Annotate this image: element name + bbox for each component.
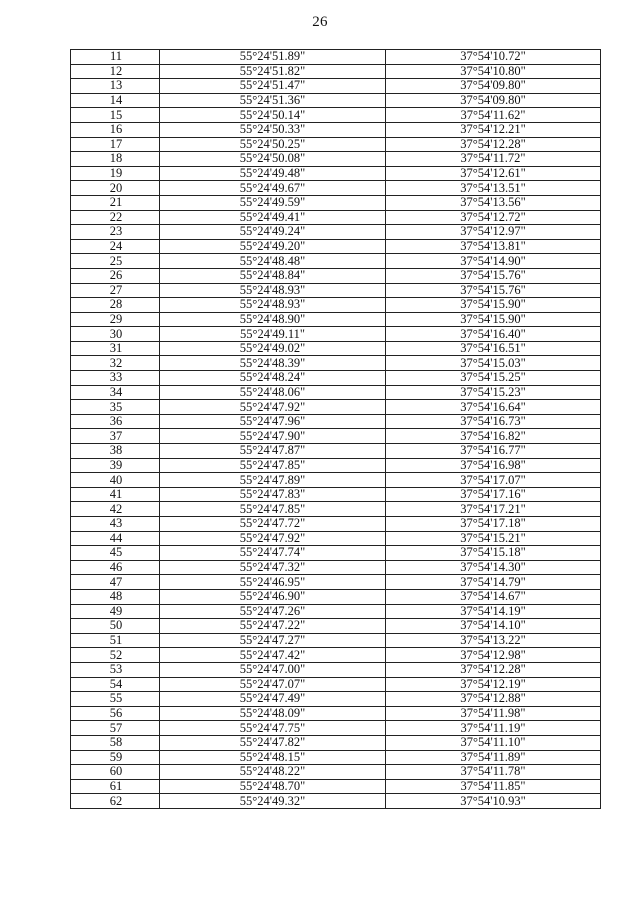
longitude-cell: 37°54'11.98" (386, 706, 601, 721)
point-number-cell: 54 (71, 677, 160, 692)
table-row (71, 225, 601, 240)
longitude-cell: 37°54'12.98" (386, 648, 601, 663)
longitude-cell: 37°54'09.80" (386, 79, 601, 94)
table-row (71, 93, 601, 108)
table-row (71, 166, 601, 181)
table-row (71, 181, 601, 196)
point-number-cell: 48 (71, 589, 160, 604)
table-row (71, 312, 601, 327)
latitude-cell: 55°24'47.82" (160, 735, 386, 750)
coordinates-table (70, 49, 601, 809)
table-row (71, 750, 601, 765)
latitude-cell: 55°24'47.92" (160, 400, 386, 415)
latitude-cell: 55°24'47.00" (160, 662, 386, 677)
longitude-cell: 37°54'15.03" (386, 356, 601, 371)
table-row (71, 706, 601, 721)
point-number-cell: 36 (71, 414, 160, 429)
table-row (71, 122, 601, 137)
point-number-cell: 47 (71, 575, 160, 590)
point-number-cell: 17 (71, 137, 160, 152)
latitude-cell: 55°24'50.33" (160, 122, 386, 137)
point-number-cell: 52 (71, 648, 160, 663)
latitude-cell: 55°24'51.89" (160, 50, 386, 65)
table-row (71, 619, 601, 634)
latitude-cell: 55°24'51.36" (160, 93, 386, 108)
point-number-cell: 45 (71, 546, 160, 561)
table-row (71, 356, 601, 371)
point-number-cell: 18 (71, 152, 160, 167)
longitude-cell: 37°54'12.28" (386, 137, 601, 152)
latitude-cell: 55°24'48.39" (160, 356, 386, 371)
point-number-cell: 13 (71, 79, 160, 94)
table-row (71, 560, 601, 575)
point-number-cell: 50 (71, 619, 160, 634)
table-row (71, 633, 601, 648)
latitude-cell: 55°24'48.48" (160, 254, 386, 269)
point-number-cell: 35 (71, 400, 160, 415)
coordinates-table-body (71, 50, 601, 809)
table-row (71, 239, 601, 254)
point-number-cell: 22 (71, 210, 160, 225)
longitude-cell: 37°54'15.18" (386, 546, 601, 561)
table-row (71, 648, 601, 663)
point-number-cell: 41 (71, 487, 160, 502)
latitude-cell: 55°24'47.83" (160, 487, 386, 502)
latitude-cell: 55°24'48.24" (160, 371, 386, 386)
longitude-cell: 37°54'15.21" (386, 531, 601, 546)
table-row (71, 604, 601, 619)
point-number-cell: 20 (71, 181, 160, 196)
table-row (71, 210, 601, 225)
table-row (71, 64, 601, 79)
point-number-cell: 42 (71, 502, 160, 517)
table-row (71, 662, 601, 677)
table-row (71, 546, 601, 561)
point-number-cell: 43 (71, 517, 160, 532)
latitude-cell: 55°24'47.75" (160, 721, 386, 736)
point-number-cell: 44 (71, 531, 160, 546)
longitude-cell: 37°54'17.07" (386, 473, 601, 488)
point-number-cell: 40 (71, 473, 160, 488)
table-row (71, 575, 601, 590)
longitude-cell: 37°54'14.19" (386, 604, 601, 619)
point-number-cell: 32 (71, 356, 160, 371)
table-row (71, 794, 601, 809)
longitude-cell: 37°54'17.16" (386, 487, 601, 502)
table-row (71, 589, 601, 604)
longitude-cell: 37°54'12.21" (386, 122, 601, 137)
longitude-cell: 37°54'11.89" (386, 750, 601, 765)
longitude-cell: 37°54'17.21" (386, 502, 601, 517)
table-row (71, 721, 601, 736)
table-row (71, 298, 601, 313)
latitude-cell: 55°24'48.90" (160, 312, 386, 327)
latitude-cell: 55°24'50.08" (160, 152, 386, 167)
longitude-cell: 37°54'13.22" (386, 633, 601, 648)
table-row (71, 108, 601, 123)
longitude-cell: 37°54'10.93" (386, 794, 601, 809)
longitude-cell: 37°54'12.88" (386, 692, 601, 707)
longitude-cell: 37°54'12.61" (386, 166, 601, 181)
table-row (71, 268, 601, 283)
point-number-cell: 11 (71, 50, 160, 65)
point-number-cell: 51 (71, 633, 160, 648)
point-number-cell: 56 (71, 706, 160, 721)
longitude-cell: 37°54'15.25" (386, 371, 601, 386)
latitude-cell: 55°24'49.32" (160, 794, 386, 809)
longitude-cell: 37°54'11.85" (386, 779, 601, 794)
latitude-cell: 55°24'49.41" (160, 210, 386, 225)
table-row (71, 531, 601, 546)
table-row (71, 385, 601, 400)
latitude-cell: 55°24'47.96" (160, 414, 386, 429)
point-number-cell: 62 (71, 794, 160, 809)
point-number-cell: 19 (71, 166, 160, 181)
latitude-cell: 55°24'47.42" (160, 648, 386, 663)
point-number-cell: 39 (71, 458, 160, 473)
point-number-cell: 60 (71, 765, 160, 780)
table-row (71, 502, 601, 517)
longitude-cell: 37°54'13.51" (386, 181, 601, 196)
latitude-cell: 55°24'48.22" (160, 765, 386, 780)
point-number-cell: 21 (71, 195, 160, 210)
point-number-cell: 26 (71, 268, 160, 283)
point-number-cell: 23 (71, 225, 160, 240)
table-row (71, 327, 601, 342)
table-row (71, 400, 601, 415)
point-number-cell: 16 (71, 122, 160, 137)
latitude-cell: 55°24'49.48" (160, 166, 386, 181)
longitude-cell: 37°54'15.90" (386, 298, 601, 313)
longitude-cell: 37°54'13.56" (386, 195, 601, 210)
longitude-cell: 37°54'12.97" (386, 225, 601, 240)
latitude-cell: 55°24'49.02" (160, 341, 386, 356)
point-number-cell: 49 (71, 604, 160, 619)
point-number-cell: 15 (71, 108, 160, 123)
point-number-cell: 59 (71, 750, 160, 765)
point-number-cell: 58 (71, 735, 160, 750)
latitude-cell: 55°24'48.93" (160, 298, 386, 313)
latitude-cell: 55°24'46.95" (160, 575, 386, 590)
latitude-cell: 55°24'47.92" (160, 531, 386, 546)
latitude-cell: 55°24'49.67" (160, 181, 386, 196)
point-number-cell: 46 (71, 560, 160, 575)
longitude-cell: 37°54'13.81" (386, 239, 601, 254)
longitude-cell: 37°54'11.19" (386, 721, 601, 736)
latitude-cell: 55°24'47.87" (160, 444, 386, 459)
latitude-cell: 55°24'48.09" (160, 706, 386, 721)
latitude-cell: 55°24'47.72" (160, 517, 386, 532)
longitude-cell: 37°54'15.90" (386, 312, 601, 327)
table-row (71, 458, 601, 473)
latitude-cell: 55°24'47.90" (160, 429, 386, 444)
longitude-cell: 37°54'12.19" (386, 677, 601, 692)
longitude-cell: 37°54'11.72" (386, 152, 601, 167)
table-row (71, 677, 601, 692)
longitude-cell: 37°54'14.90" (386, 254, 601, 269)
longitude-cell: 37°54'12.72" (386, 210, 601, 225)
longitude-cell: 37°54'10.72" (386, 50, 601, 65)
point-number-cell: 27 (71, 283, 160, 298)
point-number-cell: 31 (71, 341, 160, 356)
point-number-cell: 30 (71, 327, 160, 342)
table-row (71, 692, 601, 707)
latitude-cell: 55°24'47.85" (160, 458, 386, 473)
longitude-cell: 37°54'15.23" (386, 385, 601, 400)
longitude-cell: 37°54'16.73" (386, 414, 601, 429)
longitude-cell: 37°54'15.76" (386, 268, 601, 283)
longitude-cell: 37°54'14.10" (386, 619, 601, 634)
latitude-cell: 55°24'48.93" (160, 283, 386, 298)
table-row (71, 735, 601, 750)
latitude-cell: 55°24'47.26" (160, 604, 386, 619)
longitude-cell: 37°54'16.40" (386, 327, 601, 342)
point-number-cell: 14 (71, 93, 160, 108)
point-number-cell: 37 (71, 429, 160, 444)
point-number-cell: 24 (71, 239, 160, 254)
point-number-cell: 33 (71, 371, 160, 386)
latitude-cell: 55°24'47.22" (160, 619, 386, 634)
page-number: 26 (312, 14, 328, 30)
table-row (71, 473, 601, 488)
longitude-cell: 37°54'15.76" (386, 283, 601, 298)
latitude-cell: 55°24'47.07" (160, 677, 386, 692)
table-row (71, 137, 601, 152)
longitude-cell: 37°54'16.77" (386, 444, 601, 459)
table-row (71, 414, 601, 429)
longitude-cell: 37°54'17.18" (386, 517, 601, 532)
longitude-cell: 37°54'12.28" (386, 662, 601, 677)
point-number-cell: 61 (71, 779, 160, 794)
longitude-cell: 37°54'16.64" (386, 400, 601, 415)
latitude-cell: 55°24'49.20" (160, 239, 386, 254)
point-number-cell: 34 (71, 385, 160, 400)
latitude-cell: 55°24'48.84" (160, 268, 386, 283)
table-row (71, 517, 601, 532)
table-row (71, 779, 601, 794)
point-number-cell: 57 (71, 721, 160, 736)
point-number-cell: 53 (71, 662, 160, 677)
table-row (71, 195, 601, 210)
point-number-cell: 25 (71, 254, 160, 269)
table-row (71, 487, 601, 502)
latitude-cell: 55°24'48.06" (160, 385, 386, 400)
latitude-cell: 55°24'47.74" (160, 546, 386, 561)
latitude-cell: 55°24'51.47" (160, 79, 386, 94)
longitude-cell: 37°54'09.80" (386, 93, 601, 108)
point-number-cell: 38 (71, 444, 160, 459)
latitude-cell: 55°24'49.11" (160, 327, 386, 342)
longitude-cell: 37°54'14.30" (386, 560, 601, 575)
latitude-cell: 55°24'51.82" (160, 64, 386, 79)
longitude-cell: 37°54'14.79" (386, 575, 601, 590)
latitude-cell: 55°24'47.89" (160, 473, 386, 488)
latitude-cell: 55°24'50.25" (160, 137, 386, 152)
longitude-cell: 37°54'10.80" (386, 64, 601, 79)
latitude-cell: 55°24'49.24" (160, 225, 386, 240)
table-row (71, 444, 601, 459)
longitude-cell: 37°54'11.10" (386, 735, 601, 750)
latitude-cell: 55°24'49.59" (160, 195, 386, 210)
table-row (71, 254, 601, 269)
table-row (71, 152, 601, 167)
latitude-cell: 55°24'48.15" (160, 750, 386, 765)
point-number-cell: 28 (71, 298, 160, 313)
latitude-cell: 55°24'46.90" (160, 589, 386, 604)
latitude-cell: 55°24'47.49" (160, 692, 386, 707)
longitude-cell: 37°54'16.98" (386, 458, 601, 473)
longitude-cell: 37°54'11.78" (386, 765, 601, 780)
table-row (71, 283, 601, 298)
point-number-cell: 12 (71, 64, 160, 79)
point-number-cell: 29 (71, 312, 160, 327)
table-row (71, 79, 601, 94)
longitude-cell: 37°54'11.62" (386, 108, 601, 123)
latitude-cell: 55°24'47.85" (160, 502, 386, 517)
table-row (71, 429, 601, 444)
table-row (71, 341, 601, 356)
latitude-cell: 55°24'48.70" (160, 779, 386, 794)
longitude-cell: 37°54'16.51" (386, 341, 601, 356)
longitude-cell: 37°54'16.82" (386, 429, 601, 444)
latitude-cell: 55°24'47.27" (160, 633, 386, 648)
table-row (71, 371, 601, 386)
longitude-cell: 37°54'14.67" (386, 589, 601, 604)
point-number-cell: 55 (71, 692, 160, 707)
table-row (71, 765, 601, 780)
table-row (71, 50, 601, 65)
latitude-cell: 55°24'50.14" (160, 108, 386, 123)
latitude-cell: 55°24'47.32" (160, 560, 386, 575)
